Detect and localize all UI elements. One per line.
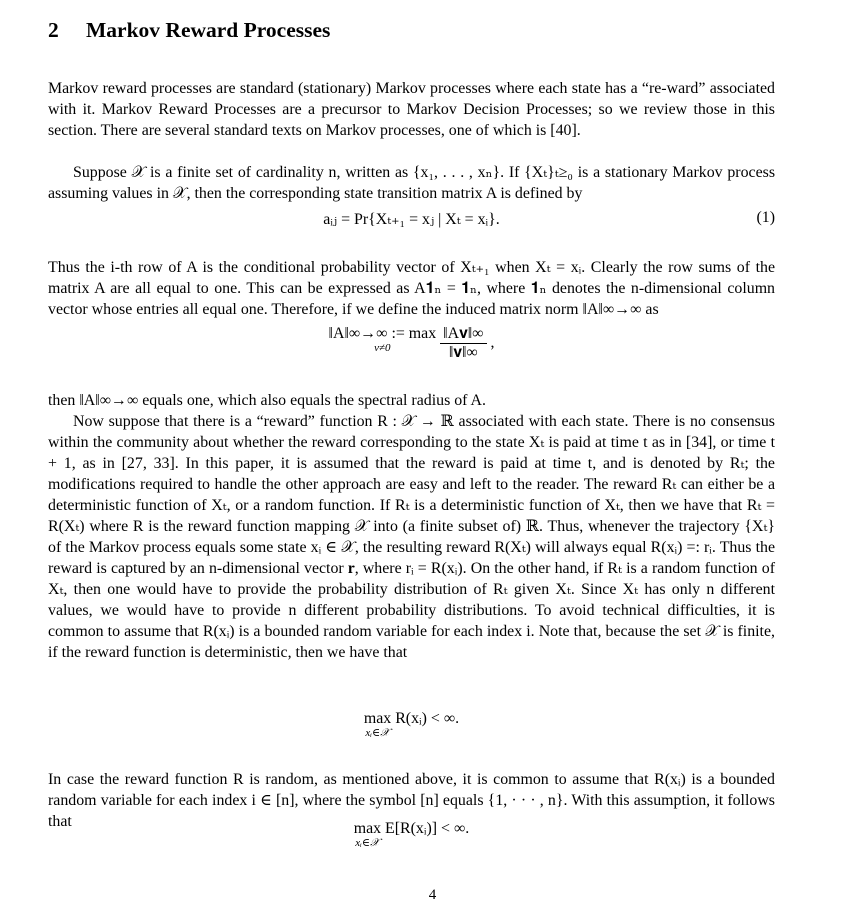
equation-1-body: aᵢⱼ = Pr{Xₜ₊₁ = xⱼ | Xₜ = xᵢ}. [323,211,500,228]
paragraph-transition-matrix: Suppose 𝒳 is a finite set of cardinality n, written as {x₁, . . . , xₙ}. If {Xₜ}ₜ≥₀ is a stationary Markov process assuming values in 𝒳, then the corresponding state transition matrix A is defined by [48,163,775,202]
section-title: Markov Reward Processes [86,18,331,42]
equation-number: (1) [756,209,775,226]
equation-max-expected-reward: max xᵢ∈𝒳 E[R(xᵢ)] < ∞. [353,820,470,849]
paragraph-row-sums: Thus the i-th row of A is the conditional probability vector of Xₜ₊₁ when Xₜ = xᵢ. Clearly the row sums of the matrix A are all equal to one. This can be expressed as A𝟏ₙ = 𝟏ₙ, where 𝟏ₙ denotes the n-dimensional column vector whose entries all equal one. Therefore, if we define the induced matrix norm ‖A‖∞→∞ as [48,258,775,318]
norm-fraction: $\frac{\text{‖A𝐯‖∞}}{\text{‖𝐯‖∞}}$ [440,325,486,362]
paragraph-spectral-radius: then ‖A‖∞→∞ equals one, which also equals the spectral radius of A. [48,391,487,409]
paragraph-reward-function: Now suppose that there is a “reward” function R : 𝒳 → ℝ associated with each state. There is no consensus within the community about whether the reward corresponding to the state Xₜ is paid at time t as in [34], or time t + 1, as in [27, 33]. In this paper, it is assumed that the reward is paid at time t, and is denoted by Rₜ; the modifications required to handle the other approach are easy and left to the reader. The reward Rₜ can either be a deterministic function of Xₜ, or a random function. If Rₜ is a deterministic function of Xₜ, then we have that Rₜ = R(Xₜ) where R is the reward function mapping 𝒳 into (a finite subset of) ℝ. Thus, whenever the trajectory {Xₜ} of the Markov process equals some state xᵢ ∈ 𝒳, the resulting reward R(Xₜ) will always equal R(xᵢ) =: rᵢ. Thus the reward is captured by an n-dimensional vector 𝐫, where rᵢ = R(xᵢ). On the other hand, if Rₜ is a random function of Xₜ, then one would have to provide the probability distribution of Rₜ given Xₜ. Since Xₜ has only n different values, we would have to provide n different probability distributions. To avoid technical difficulties, it is common to assume that R(xᵢ) is a bounded random variable for each index i. Note that, because the set 𝒳 is finite, if the reward function is deterministic, then we have that [48,412,775,661]
equation-1 [48,209,775,229]
paragraph-random-reward: In case the reward function R is random, as mentioned above, it is common to assume that R(xᵢ) is a bounded random variable for each index i ∈ [n], where the symbol [n] equals {1, · · · , n}. With this assumption, it follows that [48,770,775,830]
paragraph-intro: Markov reward processes are standard (stationary) Markov processes where each state has a “re-ward” associated with it. Markov Reward Processes are a precursor to Markov Decision Processes; so we review those in this section. There are several standard texts on Markov processes, one of which is [40]. [48,79,775,139]
equation-induced-norm: ‖A‖∞→∞ := max v≠0 $\frac{\text{‖A𝐯‖∞}}{\text{‖𝐯‖∞}}$ , [328,325,495,361]
equation-max-reward: max xᵢ∈𝒳 R(xᵢ) < ∞. [363,710,460,739]
page-number: 4 [428,887,437,903]
norm-max-operator: ‖A‖∞→∞ := max v≠0 [328,325,437,354]
section-heading [48,18,330,43]
section-number: 2 [48,18,59,42]
